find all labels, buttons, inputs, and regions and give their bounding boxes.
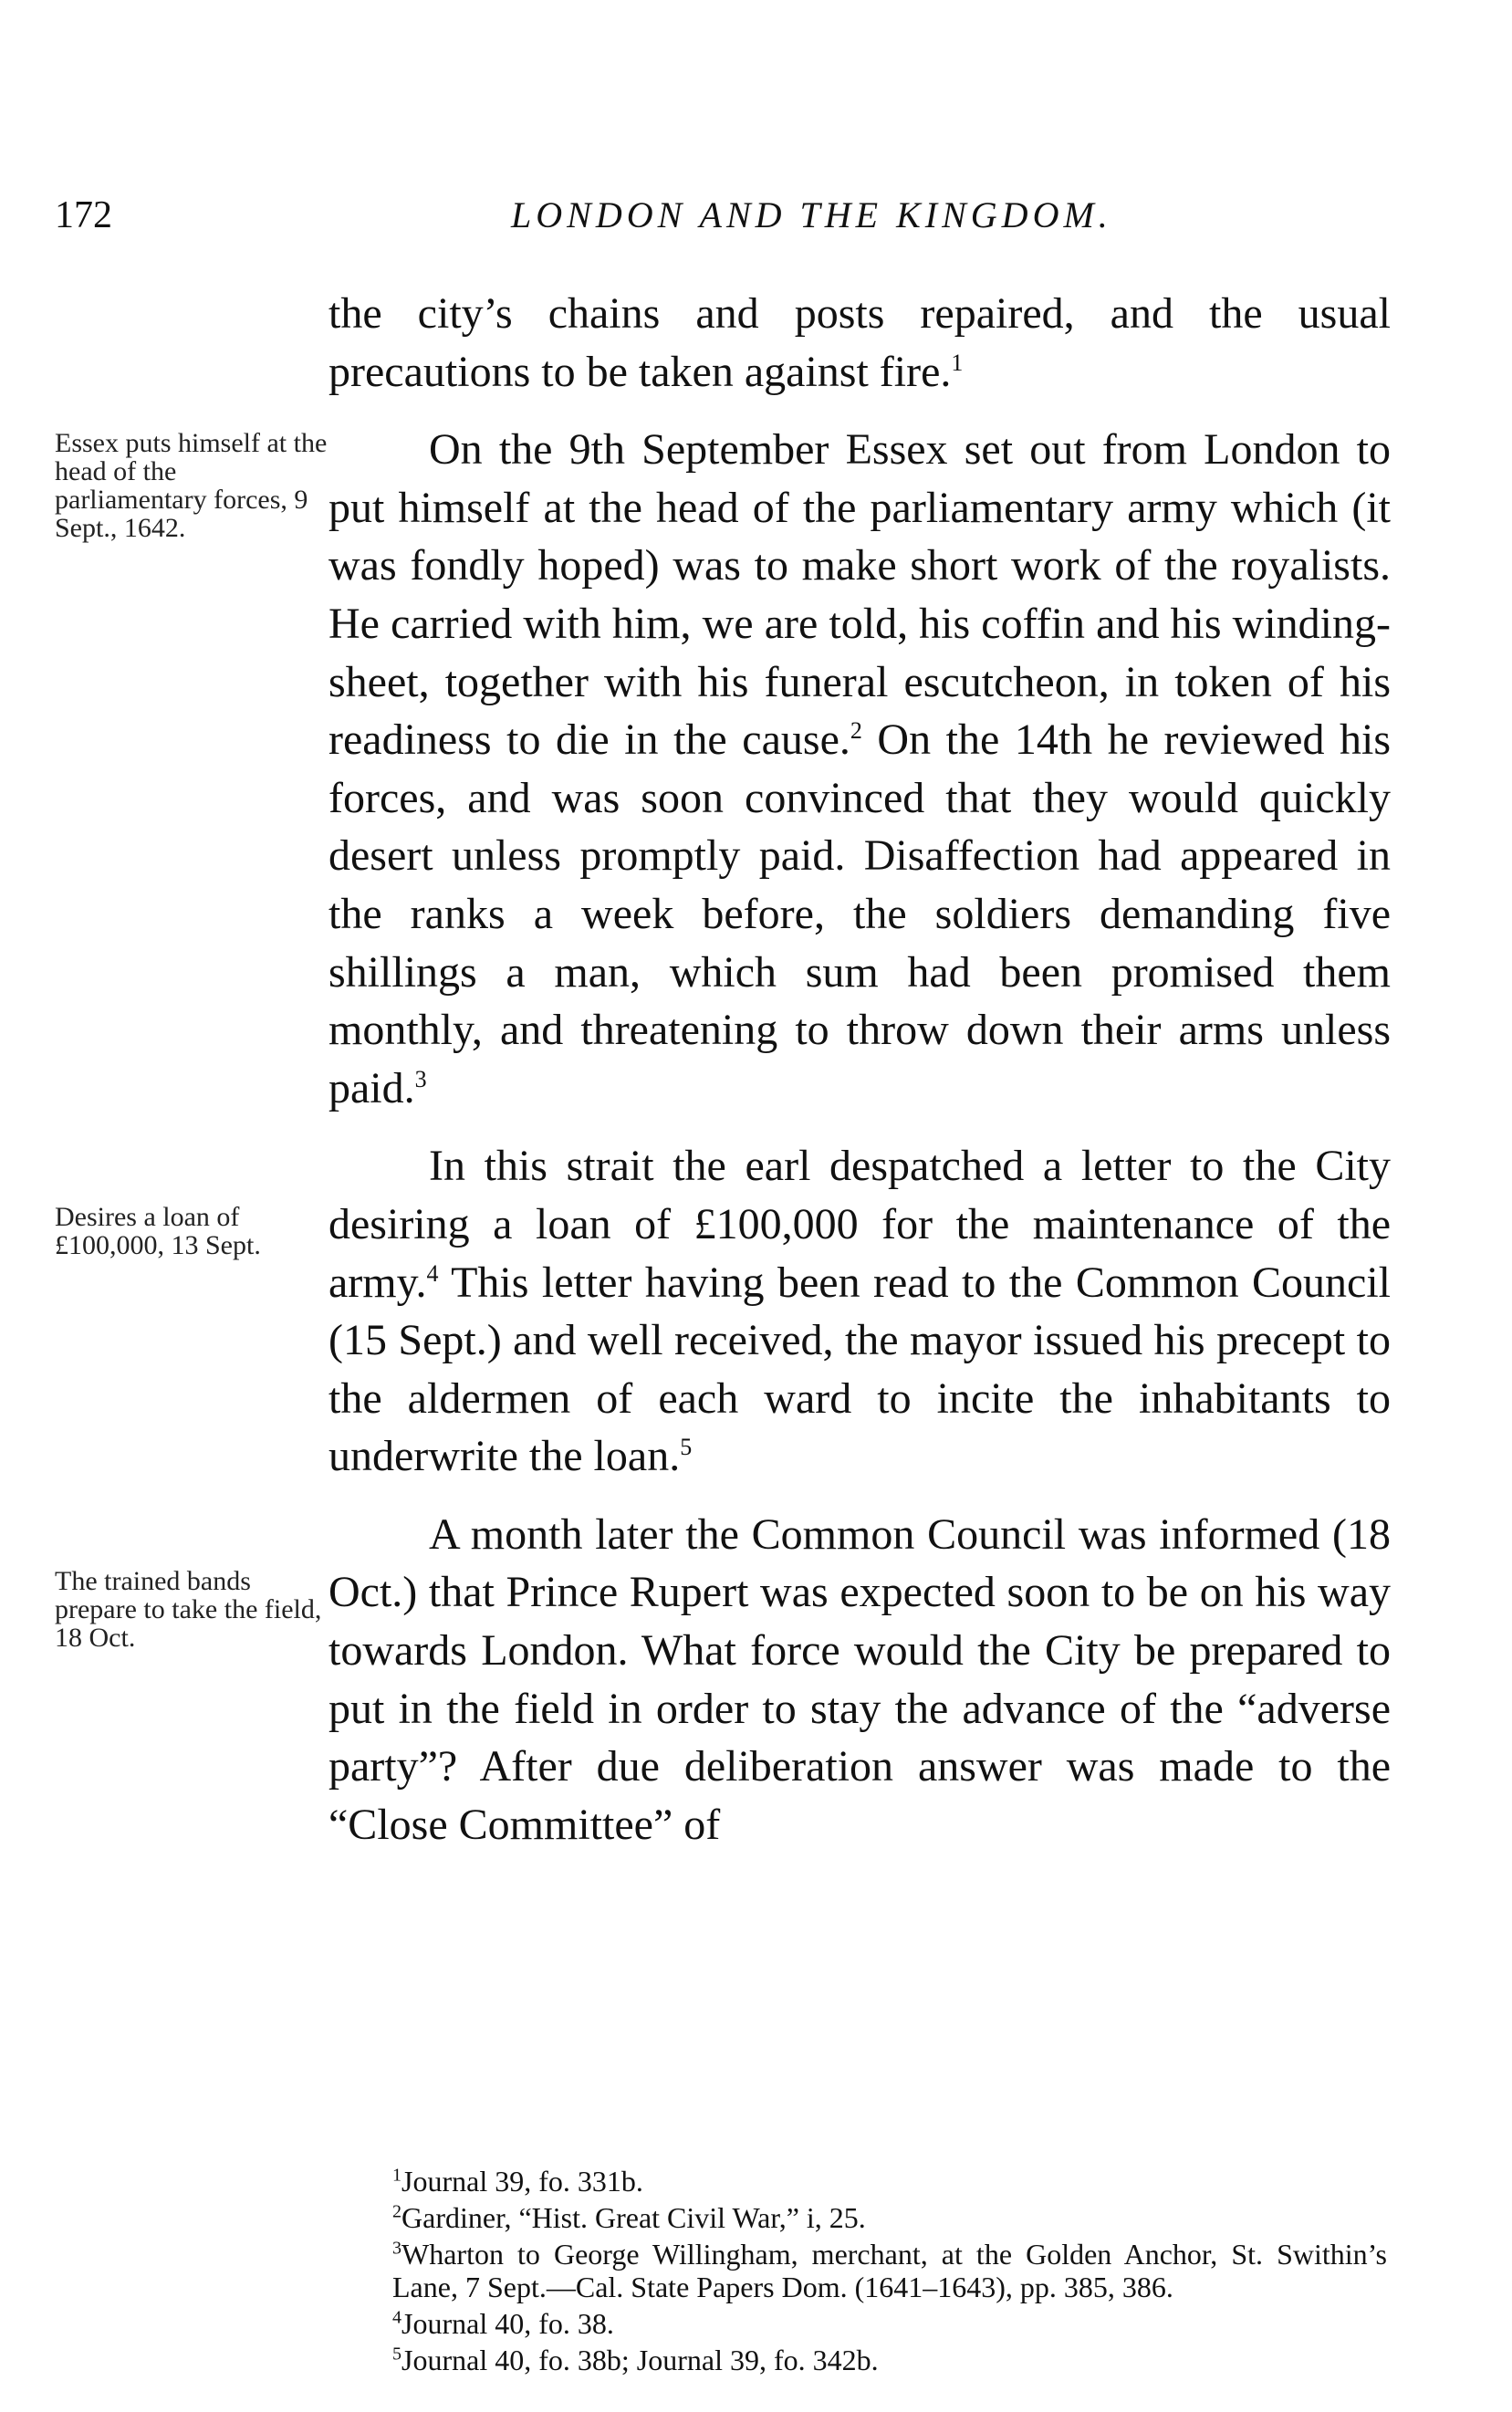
footnote-ref: 5 — [680, 1434, 693, 1461]
footnote-ref: 4 — [426, 1259, 439, 1287]
footnote: $^5$Journal 40, fo. 38b; Journal 39, fo. 342b. — [392, 2344, 879, 2376]
page-number: 172 — [55, 194, 112, 236]
footnote: $^4$Journal 40, fo. 38. — [392, 2307, 614, 2340]
footnote: $^2$Gardiner, “Hist. Great Civil War,” i, 25. — [392, 2201, 866, 2234]
footnote-ref: 3 — [414, 1065, 427, 1092]
paragraph: the city’s chains and posts repaired, and the usual precautions to be taken against fire.$^1$ — [328, 289, 1391, 396]
main-text — [328, 285, 1391, 1853]
paragraph: In this strait the earl despatched a letter to the City desiring a loan of £100,000 for the maintenance of the army.$^4$ This letter having been read to the Common Council (15 Sept.) and well received, the mayor issued his precept to the aldermen of each ward to incite the inhabitants to underwrite the loan.$^5$ — [328, 1142, 1391, 1481]
footnote-ref: 1 — [951, 349, 964, 376]
margin-note-loan: Desires a loan of £100,000, 13 Sept. — [55, 1202, 261, 1260]
footnote: $^1$Journal 39, fo. 331b. — [392, 2165, 643, 2198]
footnotes — [392, 2165, 1387, 2380]
footnote-ref: 2 — [850, 717, 862, 745]
page-header — [0, 193, 1512, 248]
margin-note-trained-bands: The trained bands prepare to take the field, 18 Oct. — [55, 1566, 322, 1653]
paragraph: A month later the Common Council was informed (18 Oct.) that Prince Rupert was expected soon to be on his way towards London. What force would the City be prepared to put in the field in order to stay the advance of the “adverse party”? After due deliberation answer was made to the “Close Committee” of — [328, 1509, 1391, 1849]
margin-note-essex: Essex puts himself at the head of the parliamentary forces, 9 Sept., 1642. — [55, 428, 328, 543]
footnote: $^3$Wharton to George Willingham, merchant, at the Golden Anchor, St. Swithin’s Lane, 7 Sept.—Cal. State Papers Dom. (1641–1643), pp. 385, 386. — [392, 2238, 1387, 2303]
paragraph: On the 9th September Essex set out from London to put himself at the head of the parliamentary army which (it was fondly hoped) was to make short work of the royalists. He carried with him, we are told, his coffin and his winding-sheet, together with his funeral escutcheon, in token of his readiness to die in the cause.$^2$ On the 14th he reviewed his forces, and was soon convinced that they would quickly desert unless promptly paid. Disaffection had appeared in the ranks a week before, the soldiers demanding five shillings a man, which sum had been promised them monthly, and threatening to throw down their arms unless paid.$^3$ — [328, 425, 1392, 1112]
running-title: LONDON AND THE KINGDOM. — [511, 194, 1112, 235]
